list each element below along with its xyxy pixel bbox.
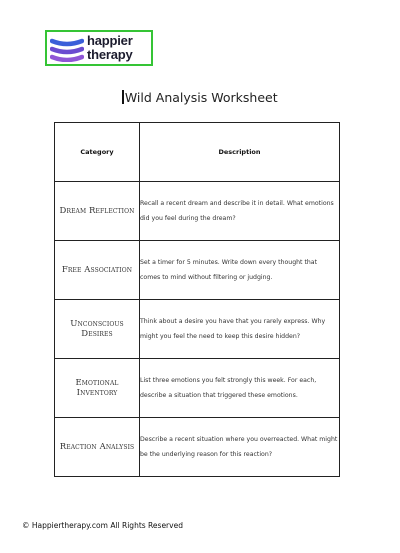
- table-row: [55, 418, 340, 477]
- table-row: [55, 241, 340, 300]
- table-header-row: [55, 123, 340, 182]
- category-cell: Emotional Inventory: [55, 359, 140, 418]
- header-description: Description: [140, 123, 340, 182]
- header-category: Category: [55, 123, 140, 182]
- table-row: [55, 182, 340, 241]
- copyright-footer: © Happiertherapy.com All Rights Reserved: [22, 521, 183, 530]
- worksheet-title-container: [0, 90, 400, 105]
- logo-wave-icon: [50, 36, 84, 62]
- category-cell: Free Association: [55, 241, 140, 300]
- table-row: [55, 300, 340, 359]
- table-row: [55, 359, 340, 418]
- logo-text: [87, 34, 133, 62]
- logo-line2: therapy: [87, 47, 133, 62]
- category-cell: Unconscious Desires: [55, 300, 140, 359]
- text-cursor: [122, 90, 124, 104]
- description-cell: Set a timer for 5 minutes. Write down every thought that comes to mind without filtering or judging.: [140, 241, 340, 300]
- category-cell: Reaction Analysis: [55, 418, 140, 477]
- worksheet-table: [54, 122, 340, 477]
- logo-line1: happier: [87, 33, 133, 48]
- description-cell: List three emotions you felt strongly this week. For each, describe a situation that triggered these emotions.: [140, 359, 340, 418]
- happier-therapy-logo: [45, 30, 153, 66]
- category-cell: Dream Reflection: [55, 182, 140, 241]
- description-cell: Recall a recent dream and describe it in detail. What emotions did you feel during the dream?: [140, 182, 340, 241]
- worksheet-title: Wild Analysis Worksheet: [124, 90, 278, 105]
- description-cell: Think about a desire you have that you rarely express. Why might you feel the need to keep this desire hidden?: [140, 300, 340, 359]
- description-cell: Describe a recent situation where you overreacted. What might be the underlying reason for this reaction?: [140, 418, 340, 477]
